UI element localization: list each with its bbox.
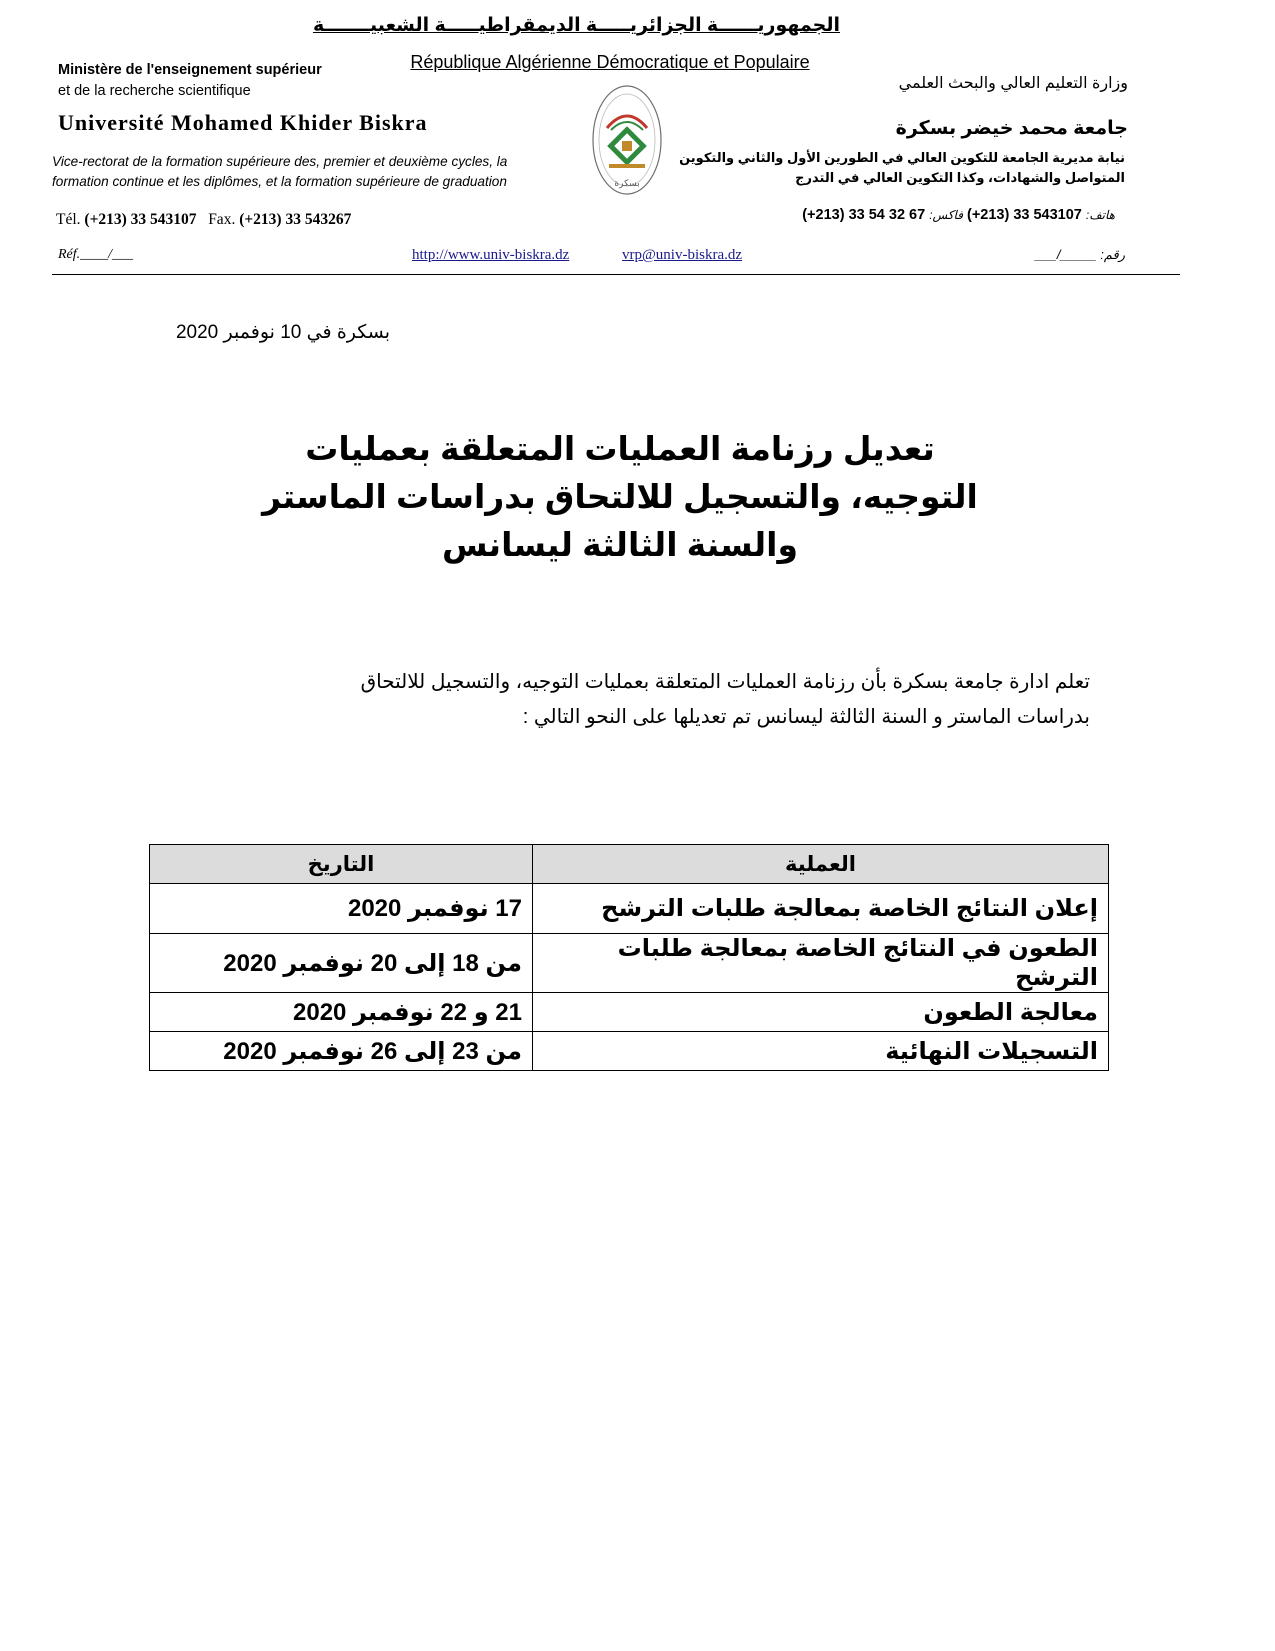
ministry-fr-line2: et de la recherche scientifique	[58, 83, 251, 99]
intro-line1: تعلم ادارة جامعة بسكرة بأن رزنامة العمليات المتعلقة بعمليات التوجيه، والتسجيل للالتحاق	[360, 671, 1090, 693]
column-header-date: التاريخ	[150, 845, 533, 884]
email-link[interactable]: vrp@univ-biskra.dz	[622, 247, 743, 263]
university-name-ar: جامعة محمد خيضر بسكرة	[895, 118, 1128, 139]
fax-label-fr: Fax.	[208, 211, 236, 228]
operation-cell: إعلان النتائج الخاصة بمعالجة طلبات الترشح	[533, 884, 1109, 934]
vicerectorate-fr	[52, 152, 507, 192]
tel-number-ar: (+213) 33 543107	[966, 207, 1082, 223]
operation-cell: التسجيلات النهائية	[533, 1032, 1109, 1071]
document-title	[230, 425, 1010, 569]
ministry-fr	[58, 60, 322, 102]
fax-number-fr: (+213) 33 543267	[239, 211, 352, 228]
operation-cell: الطعون في النتائج الخاصة بمعالجة طلبات الترشح	[533, 934, 1109, 993]
fax-label-ar: فاكس:	[929, 208, 963, 222]
fax-number-ar: (+213) 33 54 32 67	[802, 207, 926, 223]
column-header-operation: العملية	[533, 845, 1109, 884]
document-date: بسكرة في 10 نوفمبر 2020	[175, 322, 390, 343]
university-logo	[591, 84, 663, 202]
title-line1: تعديل رزنامة العمليات المتعلقة بعمليات	[305, 430, 935, 467]
ministry-ar: وزارة التعليم العالي والبحث العلمي	[898, 75, 1128, 92]
reference-ar: رقم: _____/___	[1035, 247, 1125, 262]
ministry-fr-line1: Ministère de l'enseignement supérieur	[58, 62, 322, 78]
operation-cell: معالجة الطعون	[533, 993, 1109, 1032]
table-row	[150, 1032, 1109, 1071]
intro-paragraph	[200, 665, 1090, 735]
vicerectorate-fr-line2: formation continue et les diplômes, et la formation supérieure de graduation	[52, 174, 507, 189]
vicerectorate-ar	[679, 148, 1125, 188]
date-cell: من 18 إلى 20 نوفمبر 2020	[150, 934, 533, 993]
date-cell: 21 و 22 نوفمبر 2020	[150, 993, 533, 1032]
tel-label-ar: هاتف:	[1085, 208, 1115, 222]
table-row	[150, 884, 1109, 934]
tel-number-fr: (+213) 33 543107	[84, 211, 197, 228]
tel-label-fr: Tél.	[56, 211, 81, 228]
vicerectorate-fr-line1: Vice-rectorat de la formation supérieure des, premier et deuxième cycles, la	[52, 154, 508, 169]
table-header-row	[150, 845, 1109, 884]
header-divider	[52, 274, 1180, 275]
date-cell: من 23 إلى 26 نوفمبر 2020	[150, 1032, 533, 1071]
reference-fr: Réf.____/___	[58, 247, 134, 262]
intro-line2: بدراسات الماستر و السنة الثالثة ليسانس تم تعديلها على النحو التالي :	[522, 706, 1090, 728]
title-line2: التوجيه، والتسجيل للالتحاق بدراسات الماستر	[262, 478, 978, 515]
table-row	[150, 934, 1109, 993]
logo-caption: بسكرة	[614, 179, 640, 189]
contact-fr	[56, 211, 351, 229]
vicerectorate-ar-line1: نيابة مديرية الجامعة للتكوين العالي في الطورين الأول والثاني والتكوين	[679, 150, 1125, 165]
schedule-table	[149, 844, 1109, 1071]
university-name-fr: Université Mohamed Khider Biskra	[58, 110, 428, 135]
vicerectorate-ar-line2: المتواصل والشهادات، وكذا التكوين العالي في التدرج	[795, 170, 1125, 185]
date-cell: 17 نوفمبر 2020	[150, 884, 533, 934]
table-row	[150, 993, 1109, 1032]
title-line3: والسنة الثالثة ليسانس	[442, 526, 798, 563]
republic-title-fr: République Algérienne Démocratique et Populaire	[410, 52, 810, 72]
contact-ar	[802, 207, 1115, 223]
republic-title-ar: الجمهوريــــــة الجزائريـــــة الديمقراطيـــــة الشعبيـــــــة	[312, 15, 840, 36]
website-link[interactable]: http://www.univ-biskra.dz	[412, 247, 570, 263]
